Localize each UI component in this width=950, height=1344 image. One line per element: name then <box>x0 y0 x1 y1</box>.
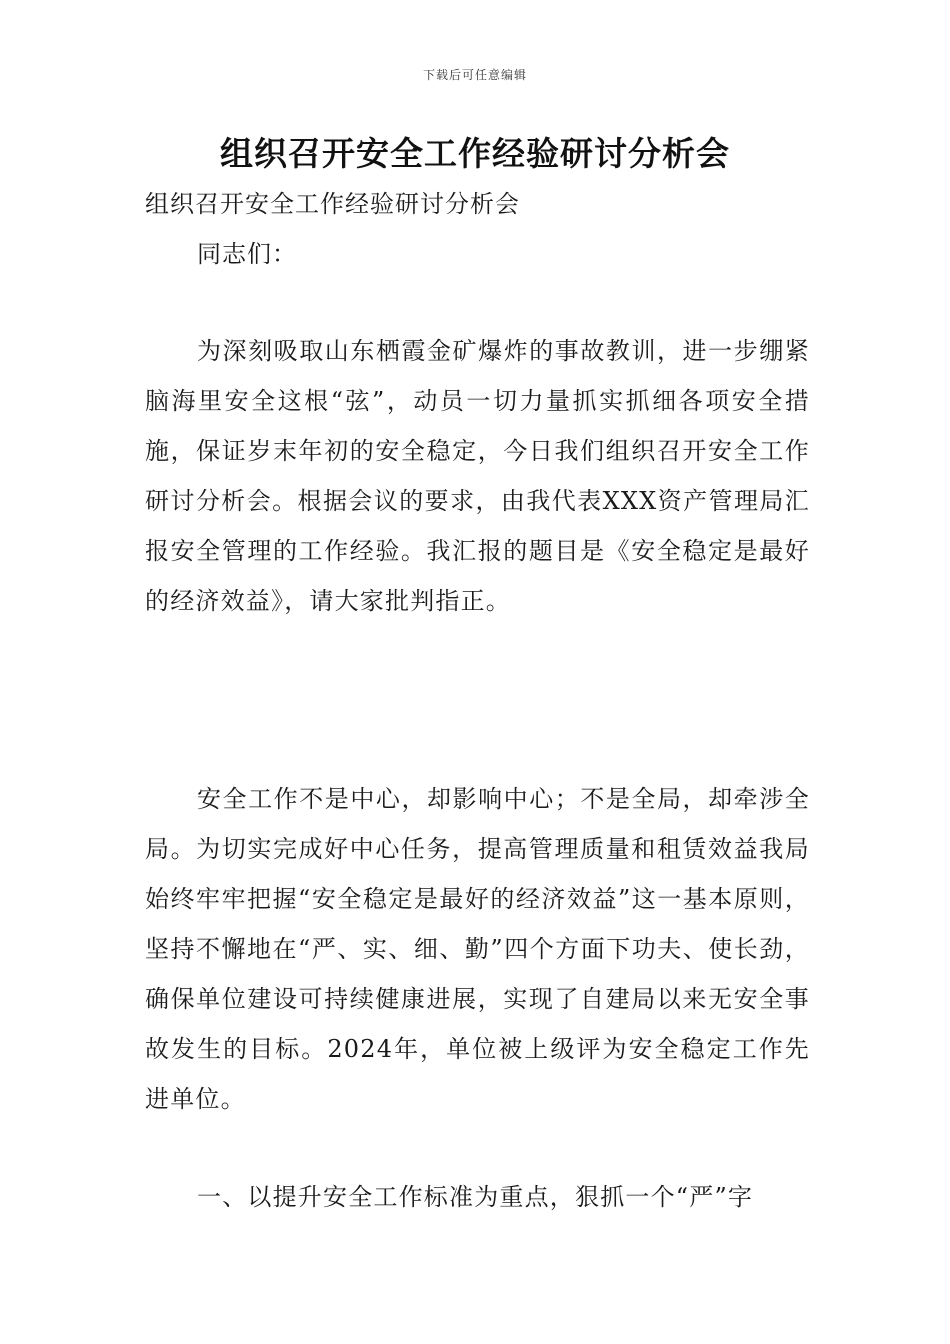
document-title: 组织召开安全工作经验研讨分析会 <box>220 134 730 173</box>
header-note: 下载后可任意编辑 <box>422 68 527 82</box>
document-subtitle: 组织召开安全工作经验研讨分析会 <box>145 190 520 218</box>
paragraph-intro: 为深刻吸取山东栖霞金矿爆炸的事故教训，进一步绷紧脑海里安全这根“弦”，动员一切力量抓实抓细各项安全措施，保证岁末年初的安全稳定，今日我们组织召开安全工作研讨分析会。根据会议的要求，由我代表XXX资产管理局汇报安全管理的工作经验。我汇报的题目是《安全稳定是最好的经济效益》，请大家批判指正。 <box>145 337 810 615</box>
paragraph-principle: 安全工作不是中心，却影响中心；不是全局，却牵涉全局。为切实完成好中心任务，提高管理质量和租赁效益我局始终牢牢把握“安全稳定是最好的经济效益”这一基本原则，坚持不懈地在“严、实、细、勤”四个方面下功夫、使长劲，确保单位建设可持续健康进展，实现了自建局以来无安全事故发生的目标。2024年，单位被上级评为安全稳定工作先进单位。 <box>145 785 810 1113</box>
greeting: 同志们： <box>197 240 297 268</box>
section-heading-one: 一、以提升安全工作标准为重点，狠抓一个“严”字 <box>197 1183 754 1211</box>
